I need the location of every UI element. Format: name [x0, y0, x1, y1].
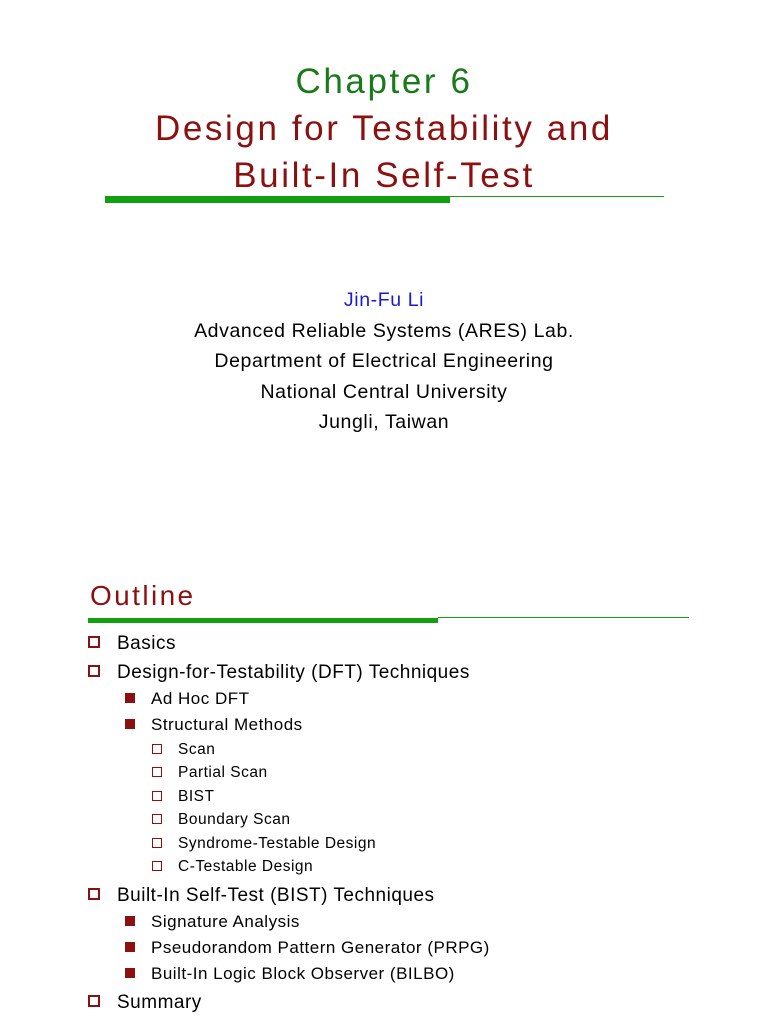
hollow-square-bullet-icon — [152, 861, 162, 871]
outline-item-label: Summary — [117, 992, 202, 1013]
outline-item-label: Partial Scan — [178, 764, 268, 781]
outline-item-label: Pseudorandom Pattern Generator (PRPG) — [151, 938, 490, 957]
outline-item-label: Structural Methods — [151, 715, 303, 734]
outline-item-label: Signature Analysis — [151, 912, 300, 931]
outline-subsubitem — [152, 788, 214, 806]
hollow-square-bullet-icon — [88, 665, 100, 677]
filled-square-bullet-icon — [125, 693, 135, 703]
outline-subitem — [125, 964, 455, 984]
chapter-number: Chapter 6 — [295, 62, 473, 101]
filled-square-bullet-icon — [125, 968, 135, 978]
outline-item — [88, 885, 435, 907]
hollow-square-bullet-icon — [88, 995, 100, 1007]
outline-item — [88, 662, 470, 684]
hollow-square-bullet-icon — [152, 744, 162, 754]
outline-item-label: Syndrome-Testable Design — [178, 835, 377, 852]
outline-subsubitem — [152, 858, 313, 876]
author-name: Jin-Fu Li — [343, 289, 425, 311]
chapter-title-line: Built-In Self-Test — [233, 156, 535, 195]
outline-item-label: C-Testable Design — [178, 858, 314, 875]
outline-item-label: Basics — [117, 633, 176, 654]
filled-square-bullet-icon — [125, 916, 135, 926]
outline-subitem — [125, 715, 303, 735]
outline-subitem — [125, 912, 300, 932]
outline-item-label: Scan — [178, 741, 216, 758]
filled-square-bullet-icon — [125, 719, 135, 729]
outline-subitem — [125, 689, 250, 709]
outline-item-label: BIST — [178, 788, 215, 805]
affiliation-line: Jungli, Taiwan — [318, 411, 450, 433]
outline-item — [88, 992, 202, 1014]
outline-item-label: Design-for-Testability (DFT) Techniques — [117, 662, 470, 683]
outline-heading: Outline — [90, 580, 196, 611]
hollow-square-bullet-icon — [152, 814, 162, 824]
chapter-title-line: Design for Testability and — [154, 109, 613, 148]
hollow-square-bullet-icon — [152, 791, 162, 801]
affiliation-line: Advanced Reliable Systems (ARES) Lab. — [194, 319, 574, 342]
outline-subitem — [125, 938, 490, 958]
outline-item-label: Built-In Self-Test (BIST) Techniques — [117, 885, 435, 906]
hollow-square-bullet-icon — [88, 888, 100, 900]
filled-square-bullet-icon — [125, 942, 135, 952]
hollow-square-bullet-icon — [88, 636, 100, 648]
hollow-square-bullet-icon — [152, 767, 162, 777]
outline-subsubitem — [152, 811, 291, 829]
hollow-square-bullet-icon — [152, 838, 162, 848]
outline-item-label: Built-In Logic Block Observer (BILBO) — [151, 964, 455, 983]
affiliation-line: Department of Electrical Engineering — [214, 350, 554, 372]
outline-subsubitem — [152, 835, 376, 853]
outline-item-label: Ad Hoc DFT — [151, 689, 250, 708]
affiliation-line: National Central University — [260, 380, 508, 403]
outline-item-label: Boundary Scan — [178, 811, 291, 828]
outline-subsubitem — [152, 764, 268, 782]
outline-subsubitem — [152, 741, 215, 759]
outline-item — [88, 633, 176, 655]
